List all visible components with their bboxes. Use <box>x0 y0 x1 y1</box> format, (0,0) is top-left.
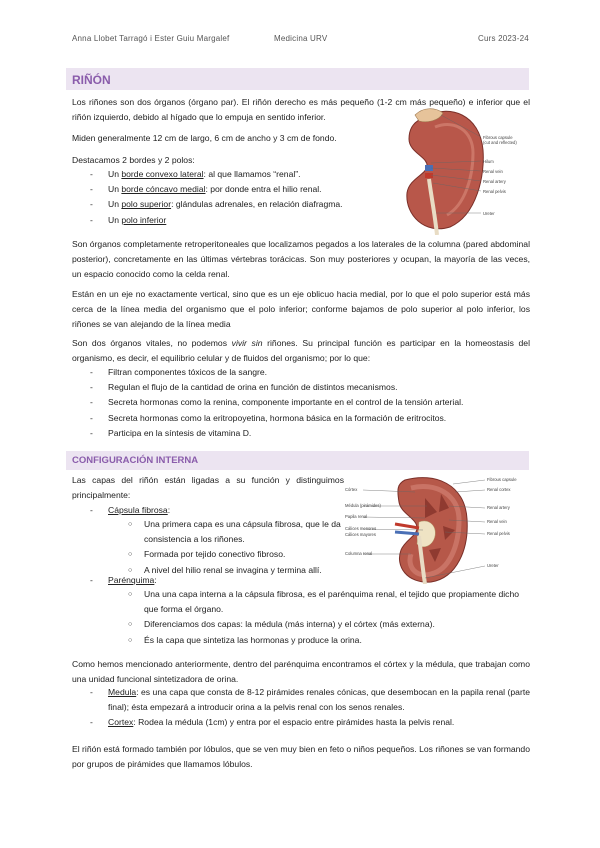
kidney-internal-figure <box>345 474 535 584</box>
list-item: - Filtran componentes tóxicos de la sangre. <box>72 365 532 380</box>
functions-list <box>72 365 532 441</box>
size-paragraph: Miden generalmente 12 cm de largo, 6 cm de ancho y 3 cm de fondo. <box>72 133 337 143</box>
list-item: - Un borde convexo lateral: al que llamamos “renal”. <box>72 167 392 182</box>
layers-intro: Las capas del riñón están ligadas a su función y distinguimos principalmente: <box>72 475 344 501</box>
figure-label: Fibrous capsule <box>483 135 513 140</box>
section-title-bar <box>66 68 529 90</box>
figure-label: (cut and reflected) <box>483 140 517 145</box>
list-item: - Participa en la síntesis de vitamina D. <box>72 426 532 441</box>
header-course: Curs 2023-24 <box>478 34 529 43</box>
figure-label: Renal artery <box>483 179 506 184</box>
section-title-configuracion: CONFIGURACIÓN INTERNA <box>72 455 199 466</box>
list-item: - Un polo inferior <box>72 213 392 228</box>
list-item: - Parénquima: <box>72 573 372 588</box>
layers-list <box>72 573 372 588</box>
figure-label: Ureter <box>483 211 495 216</box>
medula-cortex-list <box>72 685 530 731</box>
figure-label: Renal artery <box>487 505 510 510</box>
list-item: ○ Diferenciamos dos capas: la médula (más interna) y el córtex (más externa). <box>72 617 532 632</box>
section-title-rinon: RIÑÓN <box>72 73 111 87</box>
list-item: - Cápsula fibrosa: <box>72 503 347 518</box>
parenquima-paragraph: Como hemos mencionado anteriormente, dentro del parénquima encontramos el córtex y la médula, que trabajan como una unidad funcional sintetizadora de orina. <box>72 659 530 685</box>
kidney-external-figure <box>395 105 535 235</box>
list-item: ○ És la capa que sintetiza las hormonas y produce la orina. <box>72 633 532 648</box>
figure-label: Papila renal <box>345 514 368 519</box>
figure-label: Hilum <box>483 159 494 164</box>
figure-label: Fibrous capsule <box>487 477 517 482</box>
figure-label: Médula (pirámides) <box>345 503 381 508</box>
list-item: ○ Formada por tejido conectivo fibroso. <box>72 547 348 562</box>
retroperitoneal-paragraph: Son órganos completamente retroperitoneales que localizamos pegados a los laterales de la columna (pared abdominal posterior), concretamente en las últimas vértebras torácicas. Son muy posteriores y ocupan, la mayoría de las veces, un espacio conocido como la celda renal. <box>72 239 530 280</box>
bordes-list <box>72 167 392 228</box>
figure-label: Ureter <box>487 563 499 568</box>
list-item: ○ A nivel del hilio renal se invagina y termina allí. <box>72 563 348 578</box>
list-item: ○ Una una capa interna a la cápsula fibrosa, es el parénquima renal, el tejido que propiamente dicho que forma el órgano. <box>72 587 532 617</box>
lobulos-paragraph: El riñón está formado también por lóbulos, que se ven muy bien en feto o niños pequeños. Los riñones se van formando por grupos de pirámides que llamamos lóbulos. <box>72 744 530 770</box>
header-subject: Medicina URV <box>274 34 328 43</box>
figure-label: Cálices mayores <box>345 532 376 537</box>
list-item: - Medula: es una capa que consta de 8-12 pirámides renales cónicas, que desembocan en la papila renal (parte final); ésta empezará a introducir orina a la pelvis renal con los senos renales. <box>72 685 530 715</box>
figure-label: Renal vein <box>483 169 503 174</box>
axis-paragraph: Están en un eje no exactamente vertical, sino que es un eje oblicuo hacia medial, por lo que el polo superior está más cerca de la línea media del organismo que el polo inferior; conforme bajamos de polo superior al polo inferior, los riñones se van alejando de la línea media <box>72 289 530 330</box>
layers-list <box>72 503 347 518</box>
list-item: - Un polo superior: glándulas adrenales, en relación diafragma. <box>72 197 392 212</box>
bordes-intro: Destacamos 2 bordes y 2 polos: <box>72 155 195 165</box>
figure-label: Córtex <box>345 487 358 492</box>
figure-label: Renal pelvis <box>487 531 510 536</box>
list-item: - Regulan el flujo de la cantidad de orina en función de distintos mecanismos. <box>72 380 532 395</box>
figure-label: Renal vein <box>487 519 507 524</box>
list-item: - Secreta hormonas como la renina, componente importante en el control de la tensión arterial. <box>72 395 532 410</box>
figure-label: Renal cortex <box>487 487 511 492</box>
intro-paragraph: Los riñones son dos órganos (órgano par). El riñón derecho es más pequeño (1-2 cm más pequeño) e inferior que el riñón izquierdo, debido al hígado que lo empuja en sentido inferior. <box>72 97 530 123</box>
figure-label: Renal pelvis <box>483 189 506 194</box>
parenquima-sublist <box>72 587 532 648</box>
capsula-sublist <box>72 517 348 578</box>
list-item: - Un borde cóncavo medial: por donde entra el hilio renal. <box>72 182 392 197</box>
list-item: ○ Una primera capa es una cápsula fibrosa, que le da consistencia a los riñones. <box>72 517 348 547</box>
figure-label: Columna renal <box>345 551 373 556</box>
list-item: - Secreta hormonas como la eritropoyetina, hormona básica en la formación de eritrocitos. <box>72 411 532 426</box>
figure-label: Cálices menores <box>345 526 377 531</box>
header-authors: Anna Llobet Tarragó i Ester Guiu Margalef <box>72 34 230 43</box>
list-item: - Cortex: Rodea la médula (1cm) y entra por el espacio entre pirámides hasta la pelvis renal. <box>72 715 530 730</box>
vital-paragraph: Son dos órganos vitales, no podemos vivir sin riñones. Su principal función es participar en la homeostasis del organismo, es decir, el equilibrio celular y de fluidos del organismo; por lo que: <box>72 338 530 364</box>
